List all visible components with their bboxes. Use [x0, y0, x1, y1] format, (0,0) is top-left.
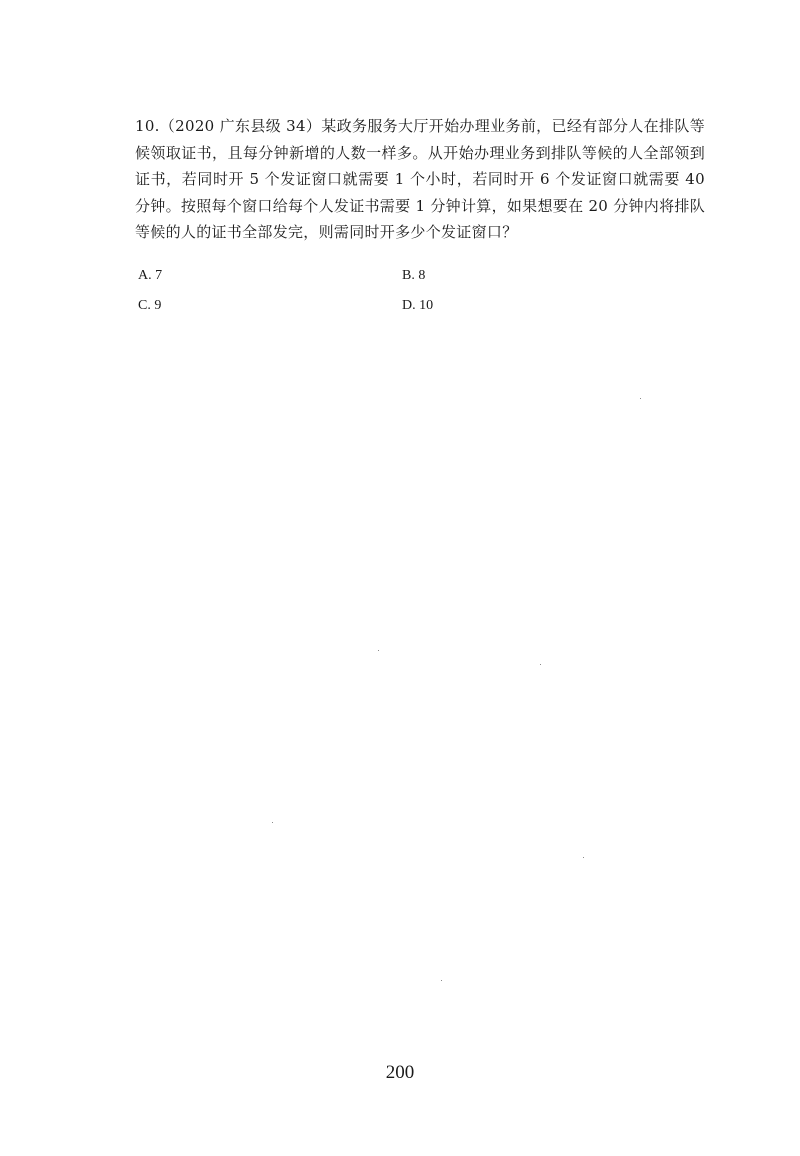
option-c: C. 9 — [138, 298, 162, 313]
option-b: B. 8 — [402, 268, 426, 283]
scan-speck — [583, 857, 584, 858]
scan-speck — [640, 398, 641, 399]
option-d: D. 10 — [402, 298, 434, 313]
question-text: 10.（2020 广东县级 34）某政务服务大厅开始办理业务前，已经有部分人在排队等候领取证书，且每分钟新增的人数一样多。从开始办理业务到排队等候的人全部领到证书，若同时开 5 个发证窗口就需要 1 个小时，若同时开 6 个发证窗口就需要 40 分钟。按照每个窗口给每个人发证书需要 1 分钟计算，如果想要在 20 分钟内将排队等候的人的证书全部发完，则需同时开多少个发证窗口？ — [135, 117, 706, 241]
page-number: 200 — [385, 1062, 415, 1083]
option-row-1 — [135, 261, 695, 291]
scan-speck — [540, 664, 541, 665]
option-row-2 — [135, 291, 695, 321]
scan-speck — [378, 650, 379, 651]
option-a: A. 7 — [138, 268, 163, 283]
answer-options — [135, 261, 695, 321]
scan-speck — [272, 822, 273, 823]
scan-speck — [441, 980, 442, 981]
